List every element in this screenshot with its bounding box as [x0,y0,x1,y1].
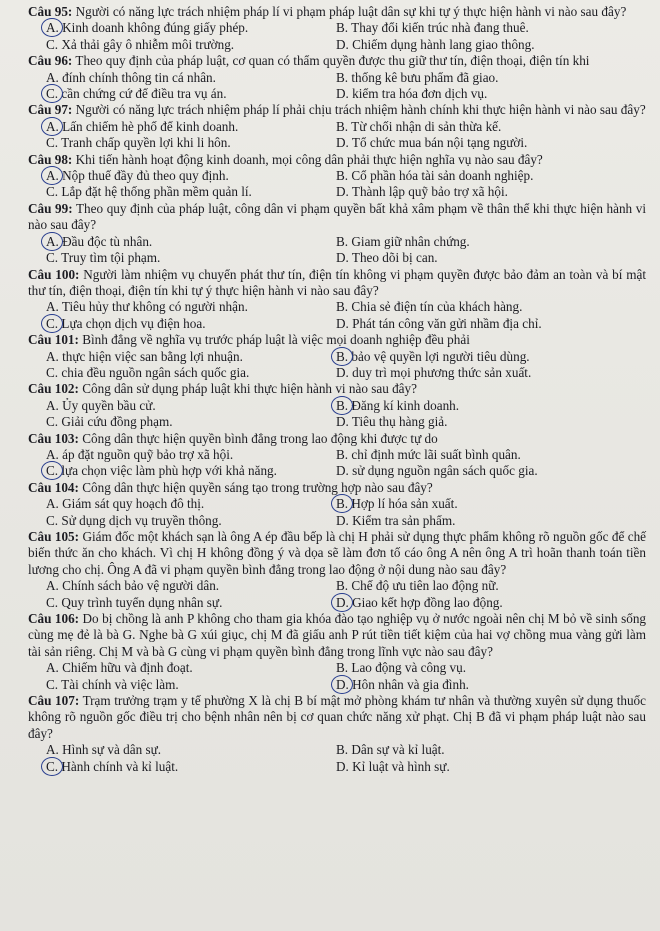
option-text: Chiếm dụng hành lang giao thông. [352,36,535,52]
option-letter: A. [46,348,59,364]
option-text: cần chứng cứ để điều tra vụ án. [61,86,227,102]
question-text: Do bị chồng là anh P không cho tham gia khóa đào tạo nghiệp vụ ở nước ngoài nên chị M bỏ về sinh sống cùng mẹ đẻ là bà G. Nghe bà G xúi giục, chị M đã giấu anh P rút tiền tiết kiệm của hai vợ chồng mua vàng gửi làm tài sản riêng. Chị M và bà G cùng vi phạm quyền bình đẳng trong lĩnh vực nào sau đây? [28,611,647,659]
answer-option [46,184,336,200]
option-letter: D. [336,758,349,774]
option-text: áp đặt nguồn quỹ bảo trợ xã hội. [62,446,234,462]
option-letter: A. [46,299,59,315]
answer-option [336,299,646,315]
question-text: Theo quy định của pháp luật, công dân vi phạm quyền bất khả xâm phạm về thân thể khi thực hiện hành vi nào sau đây? [28,200,647,233]
option-letter: C. [46,135,59,151]
question-stem [28,201,646,234]
option-text: bảo vệ quyền lợi người tiêu dùng. [351,348,530,364]
question-number: Câu 104: [28,479,79,495]
option-letter: B. [336,660,349,676]
question-block [28,201,646,267]
option-text: Chính sách bảo vệ người dân. [62,578,220,594]
option-text: Quy trình tuyển dụng nhân sự. [61,594,223,610]
circled-answer-letter: A. [46,20,59,36]
question-block [28,381,646,430]
question-number: Câu 101: [28,332,79,348]
question-block [28,529,646,611]
circled-answer-letter: D. [336,594,349,610]
answer-option [336,234,646,250]
answer-option [46,37,336,53]
circled-answer-letter: C. [46,315,59,331]
question-stem [28,431,646,447]
answer-option [46,742,336,758]
circled-answer-letter: A. [46,168,59,184]
option-text: Từ chối nhận di sản thừa kế. [351,118,502,134]
option-letter: B. [336,20,349,36]
option-letter: D. [336,250,349,266]
question-text: Người làm nhiệm vụ chuyển phát thư tín, điện tín không vi phạm quyền được bảo đảm an toàn và bí mật thư tín, điện thoại, điện tín khi tự ý thực hiện hành vi nào sau đây? [28,266,647,298]
option-text: Giải cứu đồng phạm. [61,414,173,430]
question-number: Câu 97: [28,102,73,118]
option-text: Cổ phần hóa tài sản doanh nghiệp. [351,168,534,184]
answer-options [46,496,646,529]
option-letter: D. [336,512,349,528]
option-text: Tiêu thụ hàng giả. [351,414,448,430]
answer-option [336,595,646,611]
answer-options [46,299,646,332]
circled-answer-letter: C. [46,758,59,774]
option-letter: B. [336,233,349,249]
circled-answer-letter: B. [336,348,349,364]
option-text: Kiểm tra sản phẩm. [352,512,456,528]
option-letter: B. [336,118,349,134]
option-text: Thành lập quỹ bảo trợ xã hội. [351,184,508,200]
option-text: lựa chọn việc làm phù hợp với khả năng. [61,463,277,479]
answer-option [336,37,646,53]
option-letter: D. [336,414,349,430]
answer-option [336,759,646,775]
answer-option [46,250,336,266]
option-letter: A. [46,660,59,676]
option-text: sử dụng nguồn ngân sách quốc gia. [352,463,538,479]
option-letter: D. [336,463,349,479]
question-stem [28,152,646,168]
option-letter: C. [46,36,59,52]
question-text: Bình đẳng về nghĩa vụ trước pháp luật là việc mọi doanh nghiệp đều phải [82,332,470,348]
answer-option [46,513,336,529]
answer-options [46,234,646,267]
question-stem [28,267,646,300]
option-letter: B. [336,742,349,758]
option-text: Sử dụng dịch vụ truyền thông. [61,512,222,528]
option-text: Hành chính và kỉ luật. [61,758,179,774]
option-letter: D. [336,36,349,52]
answer-option [336,414,646,430]
option-text: duy trì mọi phương thức sản xuất. [352,364,532,380]
option-text: Hợp lí hóa sản xuất. [351,496,458,512]
option-text: Đầu độc tù nhân. [62,233,153,249]
answer-option [336,513,646,529]
answer-option [46,20,336,36]
question-text: Người có năng lực trách nhiệm pháp lí vi phạm pháp luật dân sự khi tự ý thực hiện hành vi nào sau đây? [75,4,627,19]
question-stem [28,693,646,742]
answer-options [46,349,646,382]
question-number: Câu 105: [28,529,80,544]
circled-answer-letter: B. [336,496,349,512]
answer-option [336,742,646,758]
option-letter: C. [46,250,59,266]
question-stem [28,102,646,118]
answer-option [336,86,646,102]
option-letter: C. [46,414,59,430]
answer-option [46,316,336,332]
answer-option [46,447,336,463]
option-text: đính chính thông tin cá nhân. [62,69,216,85]
answer-option [336,660,646,676]
question-stem [28,4,646,20]
option-text: Giám sát quy hoạch đô thị. [62,496,205,512]
option-letter: A. [46,69,59,85]
option-text: Đăng kí kinh doanh. [351,397,460,413]
answer-options [46,578,646,611]
answer-option [336,20,646,36]
question-block [28,4,646,53]
answer-option [336,184,646,200]
answer-option [336,135,646,151]
option-text: Lao động và công vụ. [351,660,467,676]
question-block [28,332,646,381]
option-text: Dân sự và kỉ luật. [351,742,445,758]
answer-option [46,119,336,135]
option-text: Nộp thuế đầy đủ theo quy định. [62,168,229,184]
option-text: chỉ định mức lãi suất bình quân. [351,446,521,462]
option-text: thống kê bưu phẩm đã giao. [351,69,499,85]
option-letter: A. [46,397,59,413]
option-letter: A. [46,742,59,758]
question-number: Câu 107: [28,693,80,709]
question-block [28,267,646,333]
option-text: Giao kết hợp đồng lao động. [352,594,503,610]
option-text: Giam giữ nhân chứng. [351,233,470,249]
option-text: Lắp đặt hệ thống phần mềm quản lí. [61,184,252,200]
option-letter: B. [336,446,349,462]
option-letter: D. [336,184,349,200]
option-letter: D. [336,315,349,331]
answer-option [336,398,646,414]
option-text: kiểm tra hóa đơn dịch vụ. [352,86,488,102]
option-letter: C. [46,594,59,610]
question-stem [28,381,646,397]
question-block [28,480,646,529]
question-stem [28,529,646,578]
question-number: Câu 103: [28,430,79,446]
option-text: Hôn nhân và gia đình. [352,676,469,692]
question-block [28,693,646,775]
question-text: Công dân thực hiện quyền bình đẳng trong lao động khi được tự do [82,430,438,446]
answer-option [46,496,336,512]
option-text: Phát tán công văn gửi nhầm địa chỉ. [352,315,542,331]
option-letter: B. [336,578,349,594]
question-stem [28,611,646,660]
answer-option [46,677,336,693]
answer-option [336,578,646,594]
answer-option [46,299,336,315]
answer-option [46,578,336,594]
option-text: chia đều nguồn ngân sách quốc gia. [61,364,250,380]
circled-answer-letter: A. [46,118,59,134]
question-number: Câu 95: [28,4,73,19]
option-text: thực hiện việc san bằng lợi nhuận. [62,348,243,364]
answer-option [46,759,336,775]
question-text: Công dân sử dụng pháp luật khi thực hiện hành vi nào sau đây? [82,381,417,397]
answer-option [336,677,646,693]
question-text: Công dân thực hiện quyền sáng tạo trong trường hợp nào sau đây? [82,479,433,495]
answer-option [46,86,336,102]
question-number: Câu 102: [28,381,79,397]
question-number: Câu 100: [28,266,80,282]
option-letter: C. [46,364,59,380]
question-block [28,102,646,151]
answer-option [336,349,646,365]
question-text: Giám đốc một khách sạn là ông A ép đầu bếp là chị H phải sử dụng thực phẩm không rõ nguồn gốc để chế biến thức ăn cho khách. Vì chị H không đồng ý và dọa sẽ làm đơn tố cáo ông A nên ông A trì hoãn thanh toán tiền lương cho chị. Ông A đã vi phạm quyền bình đẳng trong lao động ở nội dung nào sau đây? [28,529,647,577]
option-letter: A. [46,446,59,462]
answer-option [336,447,646,463]
option-text: Tranh chấp quyền lợi khi li hôn. [61,135,231,151]
answer-option [336,496,646,512]
circled-answer-letter: C. [46,86,59,102]
answer-options [46,20,646,53]
answer-option [46,70,336,86]
option-letter: D. [336,86,349,102]
answer-option [336,463,646,479]
answer-options [46,70,646,103]
option-text: Chia sẻ điện tín của khách hàng. [351,299,523,315]
answer-options [46,398,646,431]
question-stem [28,332,646,348]
option-text: Tài chính và việc làm. [61,676,179,692]
circled-answer-letter: C. [46,463,59,479]
question-text: Khi tiến hành hoạt động kinh doanh, mọi công dân phải thực hiện nghĩa vụ nào sau đây? [75,151,543,167]
question-number: Câu 99: [28,200,73,216]
question-block [28,431,646,480]
circled-answer-letter: A. [46,233,59,249]
option-letter: D. [336,364,349,380]
answer-option [46,660,336,676]
question-number: Câu 98: [28,151,73,167]
option-letter: C. [46,676,59,692]
answer-option [336,316,646,332]
option-text: Ủy quyền bầu cử. [62,397,156,413]
option-text: Thay đổi kiến trúc nhà đang thuê. [351,20,529,36]
answer-option [46,463,336,479]
question-text: Trạm trưởng trạm y tế phường X là chị B bí mật mở phòng khám tư nhân và thường xuyên sử dụng thuốc không rõ nguồn gốc điều trị cho bệnh nhân nên bị cơ quan chức năng xử phạt. Chị B đã vi phạm pháp luật nào sau đây? [28,693,646,741]
answer-option [46,595,336,611]
option-text: Kinh doanh không đúng giấy phép. [62,20,249,36]
option-text: Truy tìm tội phạm. [61,250,161,266]
option-text: Hình sự và dân sự. [62,742,162,758]
option-letter: C. [46,512,59,528]
answer-option [46,135,336,151]
answer-options [46,447,646,480]
option-letter: B. [336,168,349,184]
question-block [28,53,646,102]
option-text: Lựa chọn dịch vụ điện hoa. [61,315,206,331]
answer-options [46,119,646,152]
option-letter: B. [336,299,349,315]
answer-option [336,250,646,266]
answer-options [46,742,646,775]
option-letter: B. [336,69,349,85]
option-letter: D. [336,135,349,151]
question-stem [28,53,646,69]
question-text: Người có năng lực trách nhiệm pháp lí phải chịu trách nhiệm hành chính khi thực hiện hành vi nào sau đây? [75,102,646,118]
option-text: Xả thải gây ô nhiễm môi trường. [61,36,235,52]
circled-answer-letter: B. [336,397,349,413]
option-text: Theo dõi bị can. [351,250,438,266]
question-number: Câu 106: [28,611,80,627]
answer-option [46,365,336,381]
question-text: Theo quy định của pháp luật, cơ quan có thẩm quyền được thu giữ thư tín, điện thoại, điện tín khi [75,53,590,69]
option-text: Chiếm hữu và định đoạt. [62,660,193,676]
answer-option [46,168,336,184]
option-letter: A. [46,496,59,512]
answer-option [336,70,646,86]
circled-answer-letter: D. [336,676,349,692]
answer-option [46,349,336,365]
answer-option [336,119,646,135]
question-block [28,152,646,201]
option-text: Lấn chiếm hè phố để kinh doanh. [62,118,239,134]
option-text: Tổ chức mua bán nội tạng người. [351,135,528,151]
answer-options [46,660,646,693]
answer-option [336,365,646,381]
question-block [28,611,646,693]
option-text: Kỉ luật và hình sự. [352,758,450,774]
answer-option [46,414,336,430]
answer-option [336,168,646,184]
answer-options [46,168,646,201]
answer-option [46,398,336,414]
question-number: Câu 96: [28,53,73,69]
option-text: Chế độ ưu tiên lao động nữ. [351,578,499,594]
answer-option [46,234,336,250]
option-text: Tiêu hủy thư không có người nhận. [61,299,248,315]
option-letter: C. [46,184,59,200]
option-letter: A. [46,578,59,594]
